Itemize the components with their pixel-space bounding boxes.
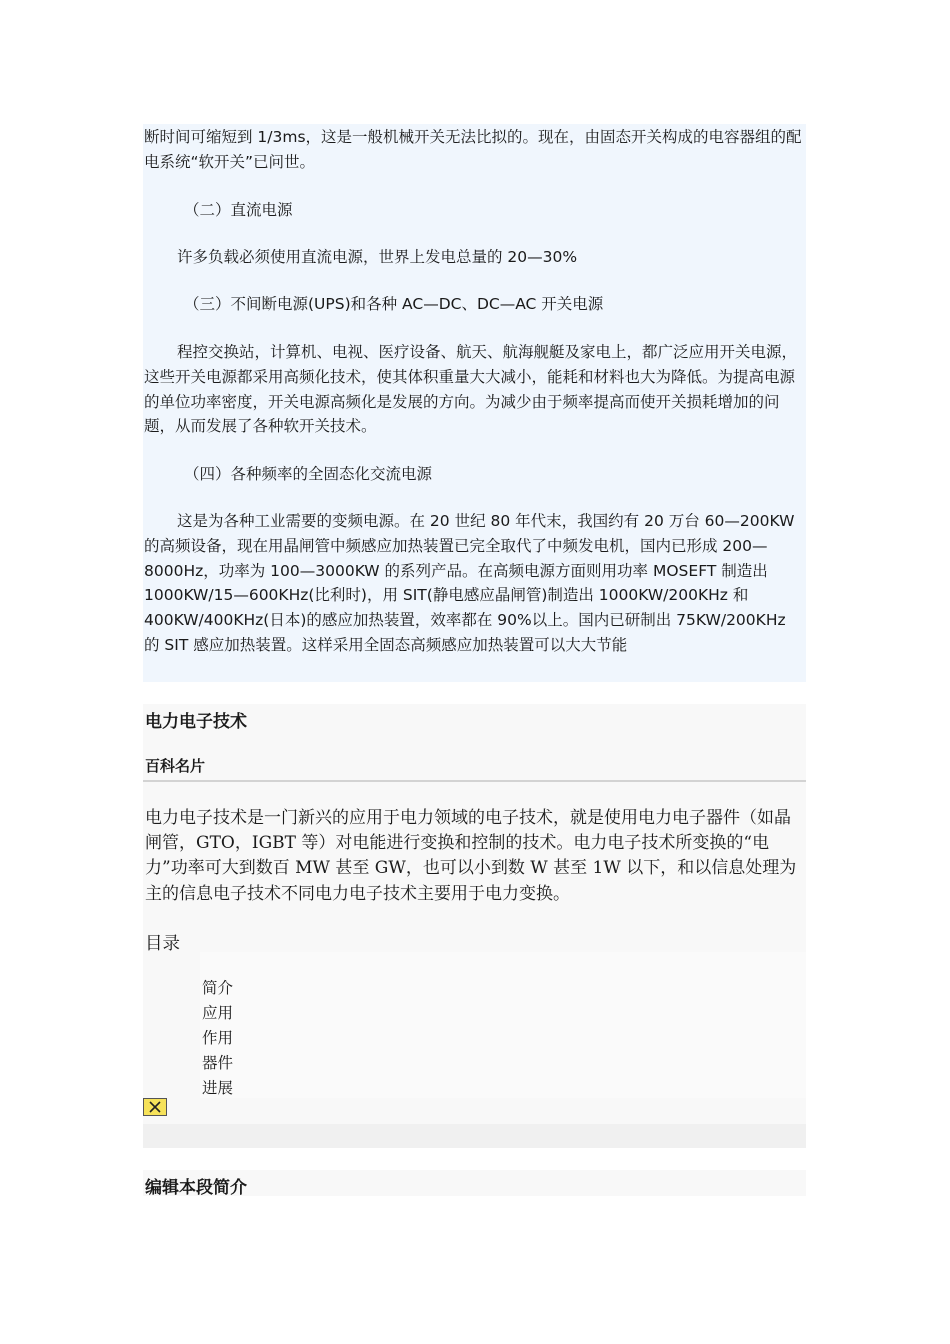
toc-item-progress[interactable]: 进展 <box>202 1079 234 1097</box>
toc-item-application[interactable]: 应用 <box>202 1004 234 1022</box>
card-label: 百科名片 <box>145 757 206 775</box>
article-title: 电力电子技术 <box>145 712 247 732</box>
article-intro: 电力电子技术是一门新兴的应用于电力领域的电子技术，就是使用电力电子器件（如晶闸管，GTO，IGBT 等）对电能进行变换和控制的技术。电力电子技术所变换的“电力”功率可大到数百 MW 甚至 GW，也可以小到数 W 甚至 1W 以下，和以信息处理为主的信息电子技术不同电力电子技术主要用于电力变换。 <box>145 808 797 904</box>
heading-dc-power: （二）直流电源 <box>184 201 293 219</box>
paragraph-dc-power: 许多负载必须使用直流电源，世界上发电总量的 20—30% <box>177 248 578 266</box>
heading-ups: （三）不间断电源(UPS)和各种 AC—DC、DC—AC 开关电源 <box>184 295 604 313</box>
edit-section-heading: 编辑本段简介 <box>145 1178 247 1198</box>
toggle-icon[interactable] <box>143 1098 167 1116</box>
divider <box>143 780 806 782</box>
paragraph-frequency-power: 这是为各种工业需要的变频电源。在 20 世纪 80 年代末，我国约有 20 万台 60—200KW 的高频设备，现在用晶闸管中频感应加热装置已完全取代了中频发电机，国内已形成 200—8000Hz，功率为 100—3000KW 的系列产品。在高频电源方面则用功率 MOSEFT 制造出 1000KW/15—600KHz(比利时)，用 SIT(静电感应晶闸管)制造出 1000KW/200KHz 和 400KW/400KHz(日本)的感应加热装置，效率都在 90%以上。国内已研制出 75KW/200KHz 的 SIT 感应加热装置。这样采用全固态高频感应加热装置可以大大节能 <box>144 512 795 654</box>
toc-list <box>202 976 233 1101</box>
paragraph-switching-power: 程控交换站，计算机、电视、医疗设备、航天、航海舰艇及家电上，都广泛应用开关电源，这些开关电源都采用高频化技术，使其体积重量大大减小，能耗和材料也大为降低。为提高电源的单位功率密度，开关电源高频化是发展的方向。为减少由于频率提高而使开关损耗增加的问题，从而发展了各种软开关技术。 <box>144 343 798 436</box>
toc-title: 目录 <box>145 934 180 954</box>
heading-ac-power: （四）各种频率的全固态化交流电源 <box>184 465 433 483</box>
toc-item-function[interactable]: 作用 <box>202 1029 234 1047</box>
toc-item-devices[interactable]: 器件 <box>202 1054 234 1072</box>
toc-box <box>200 952 806 1098</box>
toc-item-intro[interactable]: 简介 <box>202 979 234 997</box>
paragraph-switch-time: 断时间可缩短到 1/3ms，这是一般机械开关无法比拟的。现在，由固态开关构成的电容器组的配电系统“软开关”已问世。 <box>144 128 802 171</box>
panel-footer-strip <box>143 1124 806 1148</box>
